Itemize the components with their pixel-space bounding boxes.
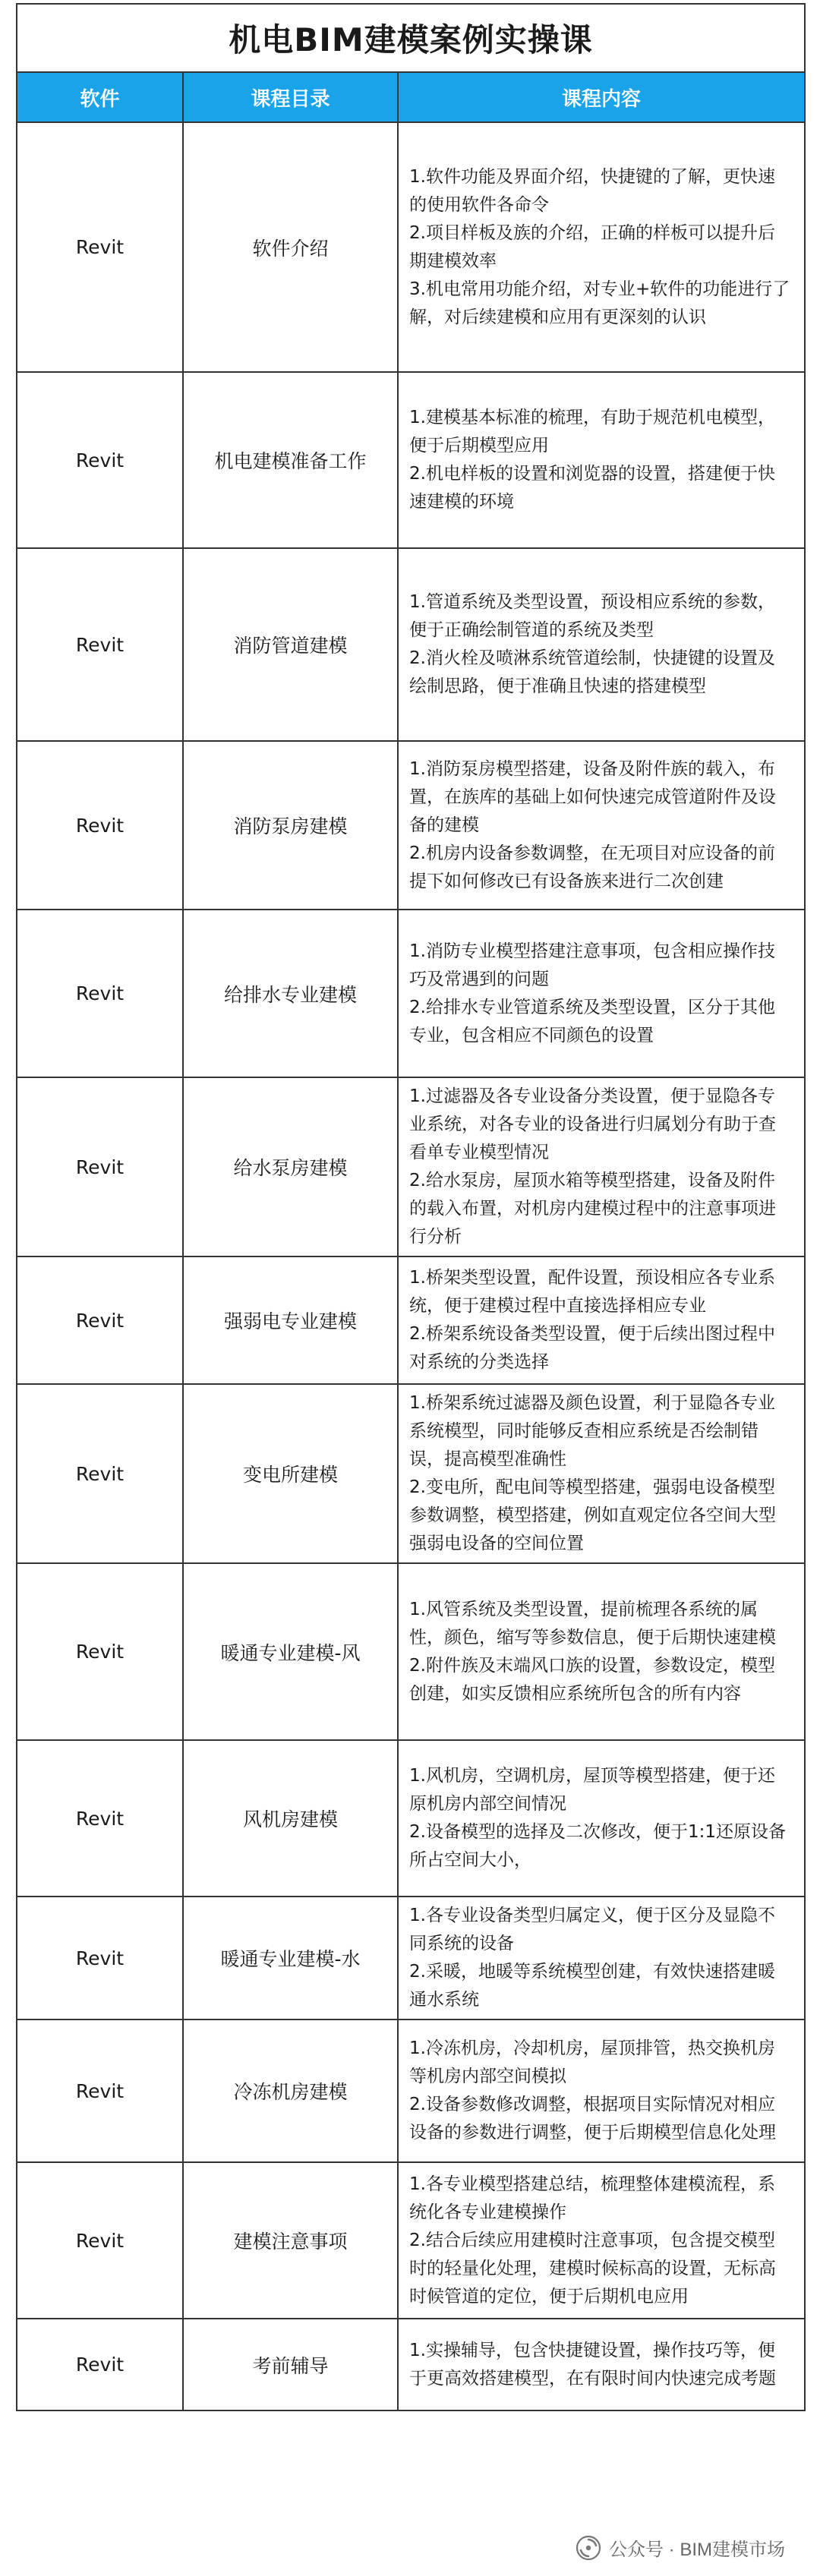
table-row — [17, 1740, 804, 1897]
cell-course: 冷冻机房建模 — [183, 2019, 398, 2162]
content-line: 2.机电样板的设置和浏览器的设置，搭建便于快速建模的环境 — [409, 464, 775, 512]
content-line: 1.消防泵房模型搭建，设备及附件族的载入，布置，在族库的基础上如何快速完成管道附件及设备的建模 — [409, 758, 776, 835]
cell-content — [398, 2162, 804, 2319]
table-row — [17, 1384, 804, 1563]
content-line: 2.给水泵房，屋顶水箱等模型搭建，设备及附件的载入布置，对机房内建模过程中的注意事项进行分析 — [409, 1171, 776, 1247]
content-line: 1.风机房，空调机房，屋顶等模型搭建，便于还原机房内部空间情况 — [409, 1766, 775, 1814]
content-line: 1.消防专业模型搭建注意事项，包含相应操作技巧及常遇到的问题 — [409, 941, 775, 989]
table-row — [17, 2019, 804, 2162]
cell-content — [398, 122, 804, 372]
content-line: 1.桥架系统过滤器及颜色设置，利于显隐各专业系统模型，同时能够反查相应系统是否绘制错误，提高模型准确性 — [409, 1393, 775, 1469]
content-line: 2.消火栓及喷淋系统管道绘制，快捷键的设置及绘制思路，便于准确且快速的搭建模型 — [409, 648, 775, 696]
content-line: 2.给排水专业管道系统及类型设置，区分于其他专业，包含相应不同颜色的设置 — [409, 997, 775, 1045]
course-table-sheet — [16, 3, 806, 2411]
table-row — [17, 372, 804, 548]
table-row — [17, 2162, 804, 2319]
cell-course: 消防泵房建模 — [183, 741, 398, 910]
table-row — [17, 1563, 804, 1740]
table-row — [17, 1256, 804, 1384]
content-line: 1.各专业设备类型归属定义，便于区分及显隐不同系统的设备 — [409, 1906, 775, 1953]
cell-software: Revit — [17, 2319, 183, 2410]
content-line: 1.建模基本标准的梳理，有助于规范机电模型，便于后期模型应用 — [409, 408, 775, 456]
cell-course: 变电所建模 — [183, 1384, 398, 1563]
cell-software: Revit — [17, 910, 183, 1077]
content-line: 1.各专业模型搭建总结，梳理整体建模流程，系统化各专业建模操作 — [409, 2174, 775, 2222]
content-line: 2.项目样板及族的介绍，正确的样板可以提升后期建模效率 — [409, 222, 775, 271]
cell-content — [398, 1897, 804, 2019]
cell-course: 考前辅导 — [183, 2319, 398, 2410]
watermark-text: 公众号 · BIM建模市场 — [609, 2540, 785, 2560]
content-line: 2.结合后续应用建模时注意事项，包含提交模型时的轻量化处理，建模时候标高的设置，无标高时候管道的定位，便于后期机电应用 — [409, 2230, 776, 2306]
content-line: 1.过滤器及各专业设备分类设置，便于显隐各专业系统，对各专业的设备进行归属划分有助于查看单专业模型情况 — [409, 1086, 776, 1162]
table-row — [17, 1077, 804, 1256]
content-line: 2.设备参数修改调整，根据项目实际情况对相应设备的参数进行调整，便于后期模型信息化处理 — [409, 2095, 776, 2142]
content-line: 2.桥架系统设备类型设置，便于后续出图过程中对系统的分类选择 — [409, 1324, 775, 1372]
cell-course: 软件介绍 — [183, 122, 398, 372]
cell-content — [398, 1384, 804, 1563]
content-line: 2.设备模型的选择及二次修改，便于1:1还原设备所占空间大小， — [409, 1822, 786, 1870]
cell-course: 给排水专业建模 — [183, 910, 398, 1077]
cell-software: Revit — [17, 548, 183, 741]
content-line: 1.桥架类型设置，配件设置，预设相应各专业系统，便于建模过程中直接选择相应专业 — [409, 1268, 775, 1316]
cell-course: 建模注意事项 — [183, 2162, 398, 2319]
cell-course: 机电建模准备工作 — [183, 372, 398, 548]
table-row — [17, 2319, 804, 2410]
table-row — [17, 910, 804, 1077]
cell-software: Revit — [17, 122, 183, 372]
table-row — [17, 1897, 804, 2019]
cell-content — [398, 2319, 804, 2410]
cell-software: Revit — [17, 1256, 183, 1384]
cell-course: 给水泵房建模 — [183, 1077, 398, 1256]
cell-course: 暖通专业建模-风 — [183, 1563, 398, 1740]
content-line: 2.附件族及末端风口族的设置，参数设定，模型创建，如实反馈相应系统所包含的所有内容 — [409, 1655, 775, 1704]
cell-software: Revit — [17, 372, 183, 548]
content-line: 1.风管系统及类型设置，提前梳理各系统的属性，颜色，缩写等参数信息，便于后期快速建模 — [409, 1599, 776, 1647]
cell-software: Revit — [17, 1384, 183, 1563]
cell-software: Revit — [17, 1897, 183, 2019]
cell-content — [398, 741, 804, 910]
watermark — [571, 2533, 790, 2562]
cell-course: 风机房建模 — [183, 1740, 398, 1897]
content-line: 3.机电常用功能介绍，对专业+软件的功能进行了解，对后续建模和应用有更深刻的认识 — [409, 279, 790, 327]
table-row — [17, 122, 804, 372]
cell-software: Revit — [17, 1077, 183, 1256]
header-course: 课程目录 — [183, 73, 398, 122]
content-line: 1.管道系统及类型设置，预设相应系统的参数，便于正确绘制管道的系统及类型 — [409, 592, 775, 640]
cell-content — [398, 1077, 804, 1256]
cell-course: 暖通专业建模-水 — [183, 1897, 398, 2019]
cell-content — [398, 1563, 804, 1740]
cell-content — [398, 372, 804, 548]
content-line: 2.机房内设备参数调整，在无项目对应设备的前提下如何修改已有设备族来进行二次创建 — [409, 843, 775, 891]
course-table — [17, 73, 804, 2410]
content-line: 1.冷冻机房，冷却机房，屋顶排管，热交换机房等机房内部空间模拟 — [409, 2038, 775, 2086]
header-content: 课程内容 — [398, 73, 804, 122]
cell-software: Revit — [17, 2162, 183, 2319]
cell-content — [398, 1256, 804, 1384]
cell-content — [398, 910, 804, 1077]
cell-course: 强弱电专业建模 — [183, 1256, 398, 1384]
page-title: 机电BIM建模案例实操课 — [17, 5, 804, 73]
cell-content — [398, 548, 804, 741]
content-line: 1.实操辅导，包含快捷键设置，操作技巧等，便于更高效搭建模型，在有限时间内快速完成考题 — [409, 2340, 776, 2388]
content-line: 2.变电所，配电间等模型搭建，强弱电设备模型参数调整，模型搭建，例如直观定位各空间大型强弱电设备的空间位置 — [409, 1477, 776, 1553]
cell-software: Revit — [17, 1740, 183, 1897]
wechat-official-account-icon — [576, 2535, 601, 2561]
cell-software: Revit — [17, 1563, 183, 1740]
table-row — [17, 741, 804, 910]
table-header-row — [17, 73, 804, 122]
table-body — [17, 122, 804, 2410]
content-line: 1.软件功能及界面介绍，快捷键的了解，更快速的使用软件各命令 — [409, 166, 775, 215]
content-line: 2.采暖，地暖等系统模型创建，有效快速搭建暖通水系统 — [409, 1962, 775, 2010]
cell-software: Revit — [17, 2019, 183, 2162]
cell-content — [398, 2019, 804, 2162]
table-row — [17, 548, 804, 741]
header-software: 软件 — [17, 73, 183, 122]
cell-content — [398, 1740, 804, 1897]
cell-course: 消防管道建模 — [183, 548, 398, 741]
cell-software: Revit — [17, 741, 183, 910]
